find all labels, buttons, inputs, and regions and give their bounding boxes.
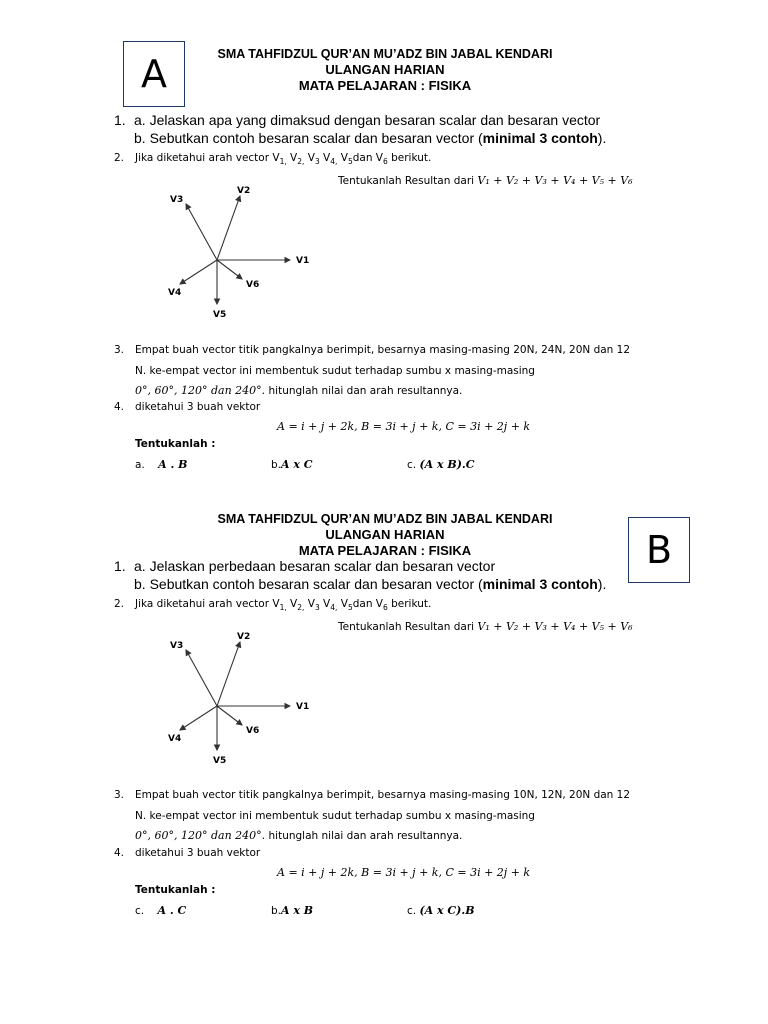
item-letter: a. xyxy=(135,459,145,471)
resultant-formula: V₁ + V₂ + V₃ + V₄ + V₅ + V₆ xyxy=(477,174,633,187)
question-3-angles: 0°, 60°, 120° dan 240°. xyxy=(135,829,266,842)
question-3-line-1: Empat buah vector titik pangkalnya berimpit, besarnya masing-masing 20N, 24N, 20N dan 12 xyxy=(135,344,631,356)
question-3-b xyxy=(114,785,631,842)
question-1b-text: b. Sebutkan contoh besaran scalar dan besaran vector ( xyxy=(134,130,483,146)
v1-label: V1 xyxy=(296,702,310,712)
question-number: 2. xyxy=(114,152,125,164)
instruction-text: Tentukanlah Resultan dari xyxy=(338,175,475,187)
version-label: A xyxy=(141,52,167,96)
question-4-text: diketahui 3 buah vektor xyxy=(135,847,261,859)
sub-question-c xyxy=(407,904,475,917)
vector-definitions-b: A = i + j + 2k, B = 3i + j + k, C = 3i + 2j + k xyxy=(277,866,531,879)
sub-question-b xyxy=(271,458,313,471)
item-expression: A x B xyxy=(281,904,314,917)
vector-v6-arrow xyxy=(217,706,242,725)
item-letter: b. xyxy=(271,459,282,471)
exam-header-b xyxy=(160,511,610,559)
vector-v3-arrow xyxy=(186,650,217,706)
v4-label: V4 xyxy=(168,734,182,744)
v5-label: V5 xyxy=(213,756,227,766)
sub-question-a xyxy=(135,904,186,917)
vector-definitions-a: A = i + j + 2k, B = 3i + j + k, C = 3i + 2j + k xyxy=(277,420,531,433)
instruction-text: Tentukanlah Resultan dari xyxy=(338,621,475,633)
version-label: B xyxy=(645,528,673,572)
question-number: 3. xyxy=(114,344,125,356)
v2-label: V2 xyxy=(237,632,251,642)
item-expression: (A x C).B xyxy=(419,904,475,917)
item-expression: A . C xyxy=(157,904,187,917)
question-3-a xyxy=(114,340,631,397)
question-4-b xyxy=(114,847,261,859)
question-4-a xyxy=(114,401,261,413)
item-expression: (A x B).C xyxy=(419,458,475,471)
item-letter: c. xyxy=(135,905,145,917)
question-2-text: Jika diketahui arah vector $V_{1,}$ $V_{2,}$ $V_3$ $V_{4,}$ $V_5dan$ $V_6$ berikut. xyxy=(135,152,432,167)
question-3-line-3: hitunglah nilai dan arah resultannya. xyxy=(268,385,463,397)
vector-diagram-a xyxy=(160,180,320,325)
question-number: 4. xyxy=(114,847,125,859)
exam-header-a xyxy=(160,46,610,94)
question-number: 1. xyxy=(114,558,126,574)
vector-v6-arrow xyxy=(217,260,242,279)
v6-label: V6 xyxy=(246,280,260,290)
exam-title: ULANGAN HARIAN xyxy=(325,527,445,542)
vector-v2-arrow xyxy=(217,196,240,260)
school-name: SMA TAHFIDZUL QUR’AN MU’ADZ BIN JABAL KENDARI xyxy=(217,47,553,61)
v6-label: V6 xyxy=(246,726,260,736)
question-1b-end: ). xyxy=(597,576,607,592)
question-2-a xyxy=(114,152,432,167)
question-1b-end: ). xyxy=(597,130,607,146)
subject-title: MATA PELAJARAN : FISIKA xyxy=(298,78,472,93)
item-expression: A . B xyxy=(158,458,188,471)
question-3-line-2: N. ke-empat vector ini membentuk sudut terhadap sumbu x masing-masing xyxy=(135,809,535,822)
question-1a-text: a. Jelaskan apa yang dimaksud dengan besaran scalar dan besaran vector xyxy=(134,112,601,128)
v3-label: V3 xyxy=(170,641,184,651)
sub-question-a xyxy=(135,458,187,471)
v5-label: V5 xyxy=(213,310,227,320)
sub-question-c xyxy=(407,458,475,471)
item-expression: A x C xyxy=(281,458,313,471)
question-1a-text: a. Jelaskan perbedaan besaran scalar dan besaran vector xyxy=(134,558,496,574)
v2-label: V2 xyxy=(237,186,251,196)
item-letter: b. xyxy=(271,905,282,917)
question-4-text: diketahui 3 buah vektor xyxy=(135,401,261,413)
vector-v4-arrow xyxy=(180,260,217,284)
question-number: 1. xyxy=(114,112,126,128)
school-name: SMA TAHFIDZUL QUR’AN MU’ADZ BIN JABAL KENDARI xyxy=(217,512,553,526)
tentukanlah-label-a: Tentukanlah : xyxy=(135,438,216,450)
v4-label: V4 xyxy=(168,288,182,298)
vector-v4-arrow xyxy=(180,706,217,730)
resultant-instruction-a xyxy=(338,174,633,187)
question-1b-bold: minimal 3 contoh xyxy=(482,576,598,592)
vector-diagram-b xyxy=(160,626,320,771)
exam-title: ULANGAN HARIAN xyxy=(325,62,445,77)
question-1b-bold: minimal 3 contoh xyxy=(482,130,598,146)
vector-v3-arrow xyxy=(186,204,217,260)
vector-v2-arrow xyxy=(217,642,240,706)
question-number: 4. xyxy=(114,401,125,413)
question-3-line-2: N. ke-empat vector ini membentuk sudut terhadap sumbu x masing-masing xyxy=(135,364,535,377)
question-1-b xyxy=(114,557,607,592)
question-number: 3. xyxy=(114,789,125,801)
tentukanlah-label-b: Tentukanlah : xyxy=(135,884,216,896)
subject-title: MATA PELAJARAN : FISIKA xyxy=(298,543,472,558)
question-3-line-1: Empat buah vector titik pangkalnya berimpit, besarnya masing-masing 10N, 12N, 20N dan 12 xyxy=(135,789,631,801)
v3-label: V3 xyxy=(170,195,184,205)
question-3-line-3: hitunglah nilai dan arah resultannya. xyxy=(268,830,463,842)
question-2-b xyxy=(114,598,432,613)
resultant-instruction-b xyxy=(338,620,633,633)
question-1-a xyxy=(114,111,607,146)
question-number: 2. xyxy=(114,598,125,610)
v1-label: V1 xyxy=(296,256,310,266)
question-3-angles: 0°, 60°, 120° dan 240°. xyxy=(135,384,266,397)
question-2-text: Jika diketahui arah vector $V_{1,}$ $V_{2,}$ $V_3$ $V_{4,}$ $V_5dan$ $V_6$ berikut. xyxy=(135,598,432,613)
question-1b-text: b. Sebutkan contoh besaran scalar dan besaran vector ( xyxy=(134,576,483,592)
item-letter: c. xyxy=(407,459,417,471)
item-letter: c. xyxy=(407,905,417,917)
resultant-formula: V₁ + V₂ + V₃ + V₄ + V₅ + V₆ xyxy=(477,620,633,633)
version-b-box xyxy=(628,517,690,583)
sub-question-b xyxy=(271,904,313,917)
